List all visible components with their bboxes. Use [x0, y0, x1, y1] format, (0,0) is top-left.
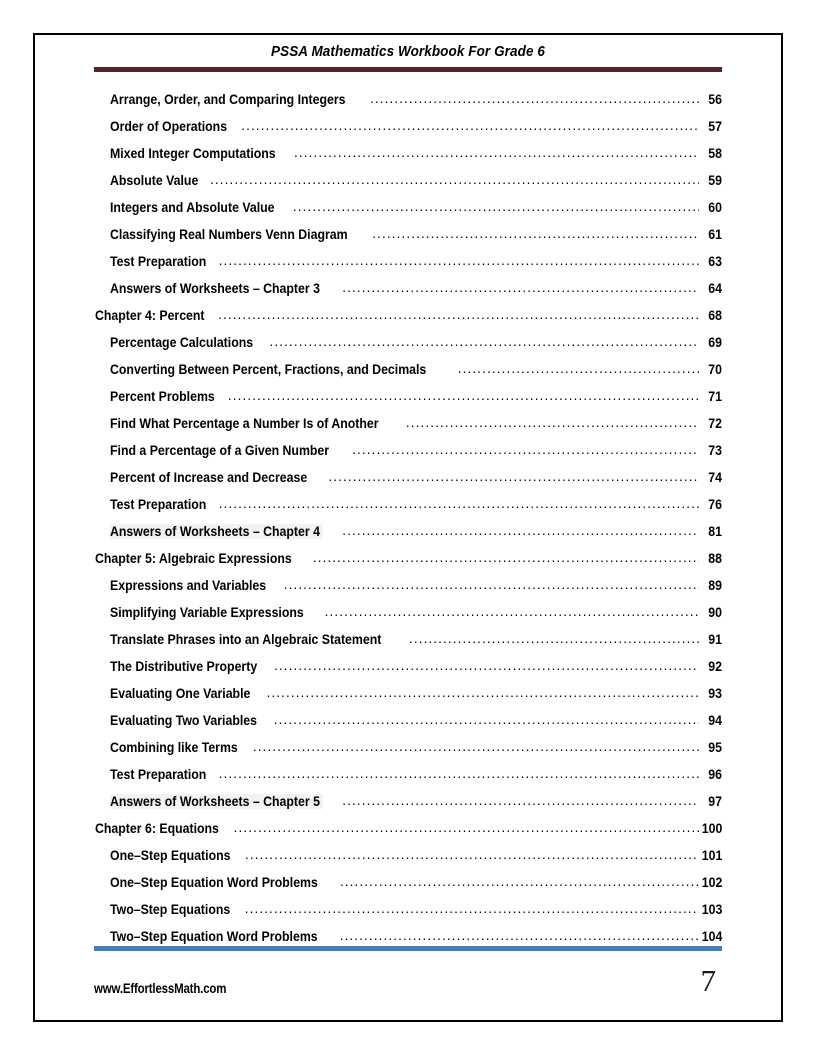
toc-dot-leader	[245, 901, 699, 914]
toc-entry-page-number: 57	[708, 119, 722, 135]
toc-dot-leader	[342, 523, 699, 536]
toc-dot-leader	[210, 172, 699, 185]
toc-entry[interactable]	[94, 415, 722, 442]
toc-entry[interactable]	[94, 253, 722, 280]
toc-entry[interactable]	[94, 388, 722, 415]
toc-dot-leader	[267, 685, 699, 698]
toc-entry-page-number: 96	[708, 767, 722, 783]
toc-entry-label: Order of Operations	[110, 119, 228, 135]
toc-dot-leader	[458, 361, 699, 374]
toc-entry-page-number: 63	[708, 254, 722, 270]
toc-entry-page-number: 88	[708, 551, 722, 567]
toc-entry-page-number: 73	[708, 443, 722, 459]
toc-entry-page-number: 59	[708, 173, 722, 189]
footer-divider-rule	[94, 946, 722, 951]
toc-entry-page-number: 74	[708, 470, 722, 486]
toc-entry-label: One–Step Equations	[110, 848, 231, 864]
toc-dot-leader	[228, 388, 699, 401]
toc-entry[interactable]	[94, 874, 722, 901]
toc-entry[interactable]	[94, 334, 722, 361]
toc-dot-leader	[294, 145, 699, 158]
toc-entry[interactable]	[94, 91, 722, 118]
toc-entry[interactable]	[94, 631, 722, 658]
toc-entry[interactable]	[94, 172, 722, 199]
page-header	[94, 44, 722, 72]
toc-entry-page-number: 60	[708, 200, 722, 216]
toc-entry[interactable]	[94, 739, 722, 766]
toc-dot-leader	[219, 766, 699, 779]
toc-entry-page-number: 76	[708, 497, 722, 513]
toc-entry-page-number: 70	[708, 362, 722, 378]
toc-entry-label: Chapter 6: Equations	[95, 821, 219, 837]
toc-entry[interactable]	[94, 442, 722, 469]
toc-entry-page-number: 101	[701, 848, 722, 864]
toc-entry-page-number: 94	[708, 713, 722, 729]
toc-entry-label: Test Preparation	[110, 767, 207, 783]
toc-entry-label: Percent Problems	[110, 389, 215, 405]
toc-entry-page-number: 69	[708, 335, 722, 351]
toc-entry[interactable]	[94, 226, 722, 253]
toc-dot-leader	[253, 739, 699, 752]
toc-entry[interactable]	[94, 820, 722, 847]
toc-entry[interactable]	[94, 550, 722, 577]
toc-entry-page-number: 71	[708, 389, 722, 405]
toc-entry[interactable]	[94, 280, 722, 307]
toc-entry-label: Percentage Calculations	[110, 335, 254, 351]
toc-entry-page-number: 103	[701, 902, 722, 918]
toc-entry-label: Mixed Integer Computations	[110, 146, 276, 162]
toc-entry-label: Test Preparation	[110, 497, 207, 513]
toc-entry-page-number: 72	[708, 416, 722, 432]
toc-dot-leader	[406, 415, 699, 428]
toc-entry-page-number: 104	[701, 929, 722, 945]
toc-dot-leader	[340, 874, 699, 887]
toc-entry-label: Absolute Value	[110, 173, 199, 189]
toc-dot-leader	[274, 658, 699, 671]
toc-entry[interactable]	[94, 577, 722, 604]
toc-dot-leader	[313, 550, 699, 563]
toc-entry-page-number: 91	[708, 632, 722, 648]
toc-entry-page-number: 89	[708, 578, 722, 594]
toc-entry-label: Classifying Real Numbers Venn Diagram	[110, 227, 348, 243]
toc-dot-leader	[372, 226, 699, 239]
toc-entry-label: Chapter 4: Percent	[95, 308, 205, 324]
toc-dot-leader	[241, 118, 699, 131]
toc-entry-label: Two–Step Equation Word Problems	[110, 929, 318, 945]
page-footer	[94, 946, 722, 996]
toc-entry-label: Converting Between Percent, Fractions, and Decimals	[110, 362, 427, 378]
toc-entry-page-number: 95	[708, 740, 722, 756]
header-divider-rule	[94, 67, 722, 72]
toc-entry-label: Answers of Worksheets – Chapter 4	[110, 524, 323, 539]
toc-entry-label: Find a Percentage of a Given Number	[110, 443, 330, 459]
toc-entry[interactable]	[94, 766, 722, 793]
toc-entry-page-number: 100	[701, 821, 722, 837]
toc-entry-label: The Distributive Property	[110, 659, 258, 675]
toc-entry-label: Translate Phrases into an Algebraic Statement	[110, 632, 382, 648]
toc-entry-label: Answers of Worksheets – Chapter 3	[110, 281, 320, 297]
toc-dot-leader	[325, 604, 699, 617]
toc-entry[interactable]	[94, 199, 722, 226]
toc-dot-leader	[340, 928, 699, 941]
toc-entry-page-number: 56	[708, 92, 722, 108]
toc-entry[interactable]	[94, 361, 722, 388]
toc-entry-label: Percent of Increase and Decrease	[110, 470, 308, 486]
toc-dot-leader	[245, 847, 699, 860]
toc-entry-page-number: 61	[708, 227, 722, 243]
toc-entry-label: Evaluating One Variable	[110, 686, 251, 702]
toc-entry-label: Answers of Worksheets – Chapter 5	[110, 794, 323, 809]
table-of-contents	[94, 91, 722, 955]
toc-entry-page-number: 90	[708, 605, 722, 621]
toc-entry-page-number: 68	[708, 308, 722, 324]
toc-entry-label: One–Step Equation Word Problems	[110, 875, 318, 891]
toc-entry-page-number: 81	[708, 524, 722, 540]
toc-entry-label: Evaluating Two Variables	[110, 713, 257, 729]
toc-entry-page-number: 97	[708, 794, 722, 810]
toc-entry-label: Two–Step Equations	[110, 902, 231, 918]
toc-entry[interactable]	[94, 145, 722, 172]
toc-entry-label: Arrange, Order, and Comparing Integers	[110, 92, 346, 108]
toc-entry[interactable]	[94, 469, 722, 496]
toc-entry[interactable]	[94, 847, 722, 874]
toc-entry-label: Chapter 5: Algebraic Expressions	[95, 551, 292, 567]
website-url[interactable]: www.EffortlessMath.com	[94, 981, 227, 996]
toc-entry-page-number: 93	[708, 686, 722, 702]
toc-entry-page-number: 92	[708, 659, 722, 675]
toc-entry-label: Integers and Absolute Value	[110, 200, 275, 216]
toc-dot-leader	[409, 631, 699, 644]
toc-dot-leader	[342, 793, 699, 806]
toc-dot-leader	[370, 91, 699, 104]
toc-entry-label: Find What Percentage a Number Is of Another	[110, 416, 379, 432]
toc-dot-leader	[352, 442, 699, 455]
toc-dot-leader	[342, 280, 699, 293]
toc-entry[interactable]	[94, 901, 722, 928]
toc-dot-leader	[328, 469, 699, 482]
toc-dot-leader	[219, 253, 699, 266]
toc-entry[interactable]	[94, 523, 722, 550]
toc-dot-leader	[234, 820, 699, 833]
toc-entry[interactable]	[94, 118, 722, 145]
toc-entry-page-number: 58	[708, 146, 722, 162]
toc-entry[interactable]	[94, 658, 722, 685]
toc-entry[interactable]	[94, 496, 722, 523]
toc-dot-leader	[293, 199, 699, 212]
toc-entry[interactable]	[94, 685, 722, 712]
toc-entry-label: Test Preparation	[110, 254, 207, 270]
toc-entry-label: Combining like Terms	[110, 740, 238, 756]
toc-entry[interactable]	[94, 604, 722, 631]
toc-dot-leader	[270, 334, 699, 347]
page-number: 7	[700, 963, 716, 998]
toc-dot-leader	[218, 307, 699, 320]
toc-entry[interactable]	[94, 793, 722, 820]
toc-dot-leader	[219, 496, 699, 509]
toc-entry[interactable]	[94, 712, 722, 739]
toc-dot-leader	[284, 577, 699, 590]
toc-dot-leader	[274, 712, 699, 725]
book-title: PSSA Mathematics Workbook For Grade 6	[271, 44, 545, 60]
toc-entry[interactable]	[94, 307, 722, 334]
toc-entry-page-number: 64	[708, 281, 722, 297]
toc-entry-label: Simplifying Variable Expressions	[110, 605, 304, 621]
toc-entry-page-number: 102	[701, 875, 722, 891]
toc-entry-label: Expressions and Variables	[110, 578, 267, 594]
